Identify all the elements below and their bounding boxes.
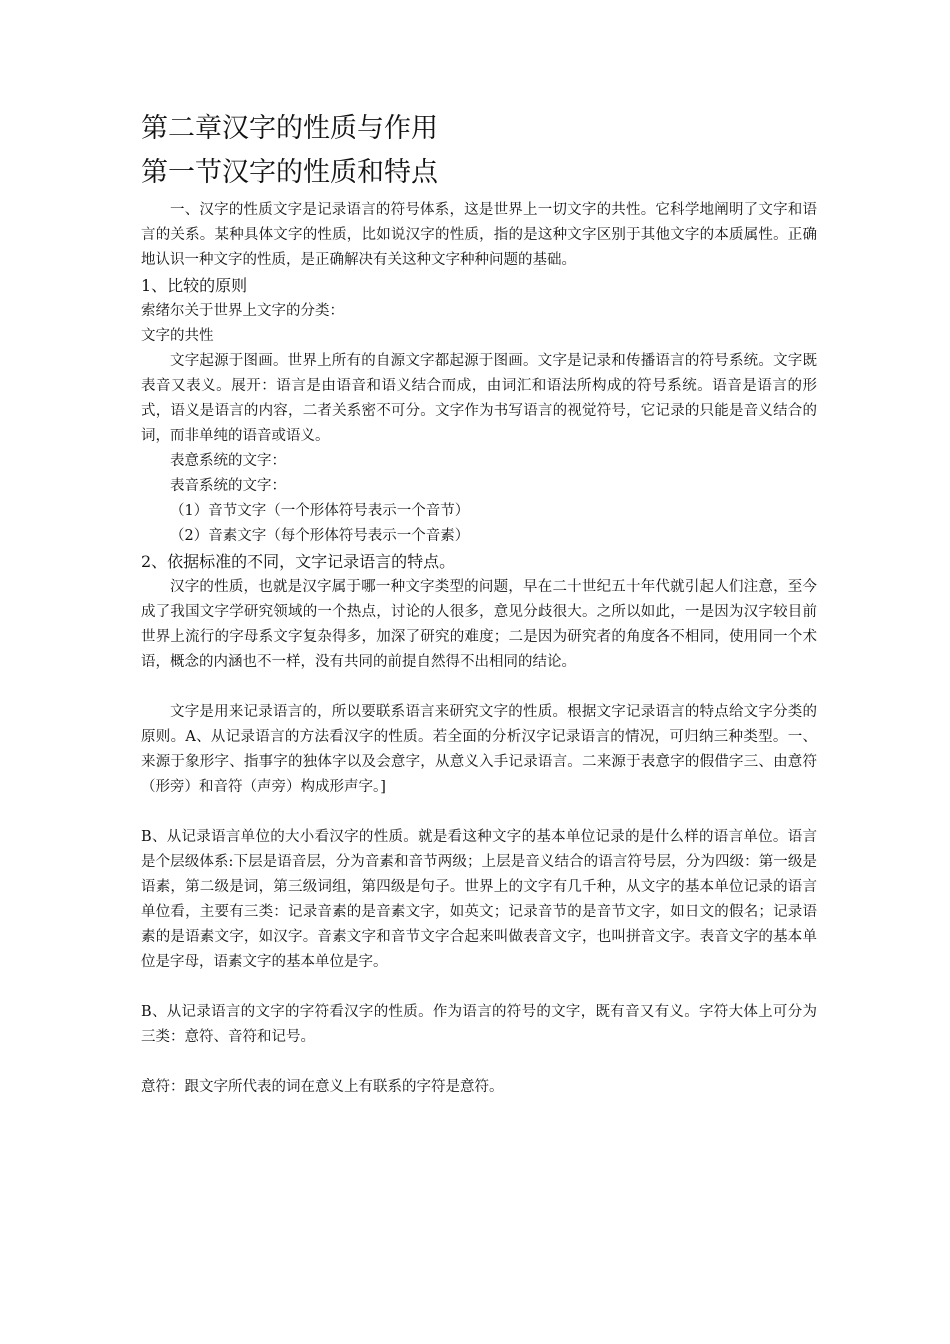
spacer — [141, 800, 817, 825]
paragraph-intro: 一、汉字的性质文字是记录语言的符号体系，这是世界上一切文字的共性。它科学地阐明了文字和语言的关系。某种具体文字的性质，比如说汉字的性质，指的是这种文字区别于其他文字的本质属性。正确地认识一种文字的性质，是正确解决有关这种文字种种问题的基础。 — [141, 202, 817, 268]
document-body — [141, 112, 817, 1100]
paragraph-language-unit: B、从记录语言单位的大小看汉字的性质。就是看这种文字的基本单位记录的是什么样的语言单位。语言是个层级体系:下层是语音层，分为音素和音节两级；上层是音义结合的语言符号层，分为四级：第一级是语素，第二级是词，第三级词组，第四级是句子。世界上的文字有几千种，从文字的基本单位记录的语言单位看，主要有三类：记录音素的是音素文字，如英文；记录音节的是音节文字，如日文的假名；记录语素的是语素文字，如汉字。音素文字和音节文字合起来叫做表音文字，也叫拼音文字。表音文字的基本单位是字母，语素文字的基本单位是字。 — [141, 829, 817, 970]
chapter-title: 第二章汉字的性质与作用 — [141, 113, 438, 144]
line-saussure-classification: 索绪尔关于世界上文字的分类： — [141, 303, 344, 319]
spacer — [141, 975, 817, 1000]
paragraph-origin: 文字起源于图画。世界上所有的自源文字都起源于图画。文字是记录和传播语言的符号系统。文字既表音又表义。展开：语言是由语音和语义结合而成，由词汇和语法所构成的符号系统。语音是语言的形式，语义是语言的内容，二者关系密不可分。文字作为书写语言的视觉符号，它记录的只能是音义结合的词，而非单纯的语音或语义。 — [141, 353, 817, 444]
item-syllabic-writing: （1）音节文字（一个形体符号表示一个音节） — [170, 503, 470, 519]
spacer — [141, 1050, 817, 1075]
item-phonemic-writing: （2）音素文字（每个形体符号表示一个音素） — [170, 528, 470, 544]
paragraph-debate: 汉字的性质，也就是汉字属于哪一种文字类型的问题，早在二十世纪五十年代就引起人们注意，至今成了我国文字学研究领域的一个热点，讨论的人很多，意见分歧很大。之所以如此，一是因为汉字较目前世界上流行的字母系文字复杂得多，加深了研究的难度；二是因为研究者的角度各不相同，使用同一个术语，概念的内涵也不一样，没有共同的前提自然得不出相同的结论。 — [141, 579, 817, 670]
heading-standard-difference: 2、依据标准的不同，文字记录语言的特点。 — [141, 552, 456, 571]
spacer — [141, 675, 817, 700]
line-phonetic-system: 表音系统的文字： — [170, 478, 286, 494]
paragraph-semantic-symbol: 意符：跟文字所代表的词在意义上有联系的字符是意符。 — [141, 1079, 504, 1095]
line-writing-commonality: 文字的共性 — [141, 328, 214, 344]
section-title: 第一节汉字的性质和特点 — [141, 157, 438, 188]
paragraph-classification-principle: 文字是用来记录语言的，所以要联系语言来研究文字的性质。根据文字记录语言的特点给文字分类的原则。A、从记录语言的方法看汉字的性质。若全面的分析汉字记录语言的情况，可归纳三种类型。一、来源于象形字、指事字的独体字以及会意字，从意义入手记录语言。二来源于表意字的假借字三、由意符（形旁）和音符（声旁）构成形声字。] — [141, 704, 817, 795]
paragraph-character-symbols: B、从记录语言的文字的字符看汉字的性质。作为语言的符号的文字，既有音又有义。字符大体上可分为三类：意符、音符和记号。 — [141, 1004, 817, 1045]
heading-comparison-principle: 1、比较的原则 — [141, 276, 248, 295]
line-ideographic-system: 表意系统的文字： — [170, 453, 286, 469]
